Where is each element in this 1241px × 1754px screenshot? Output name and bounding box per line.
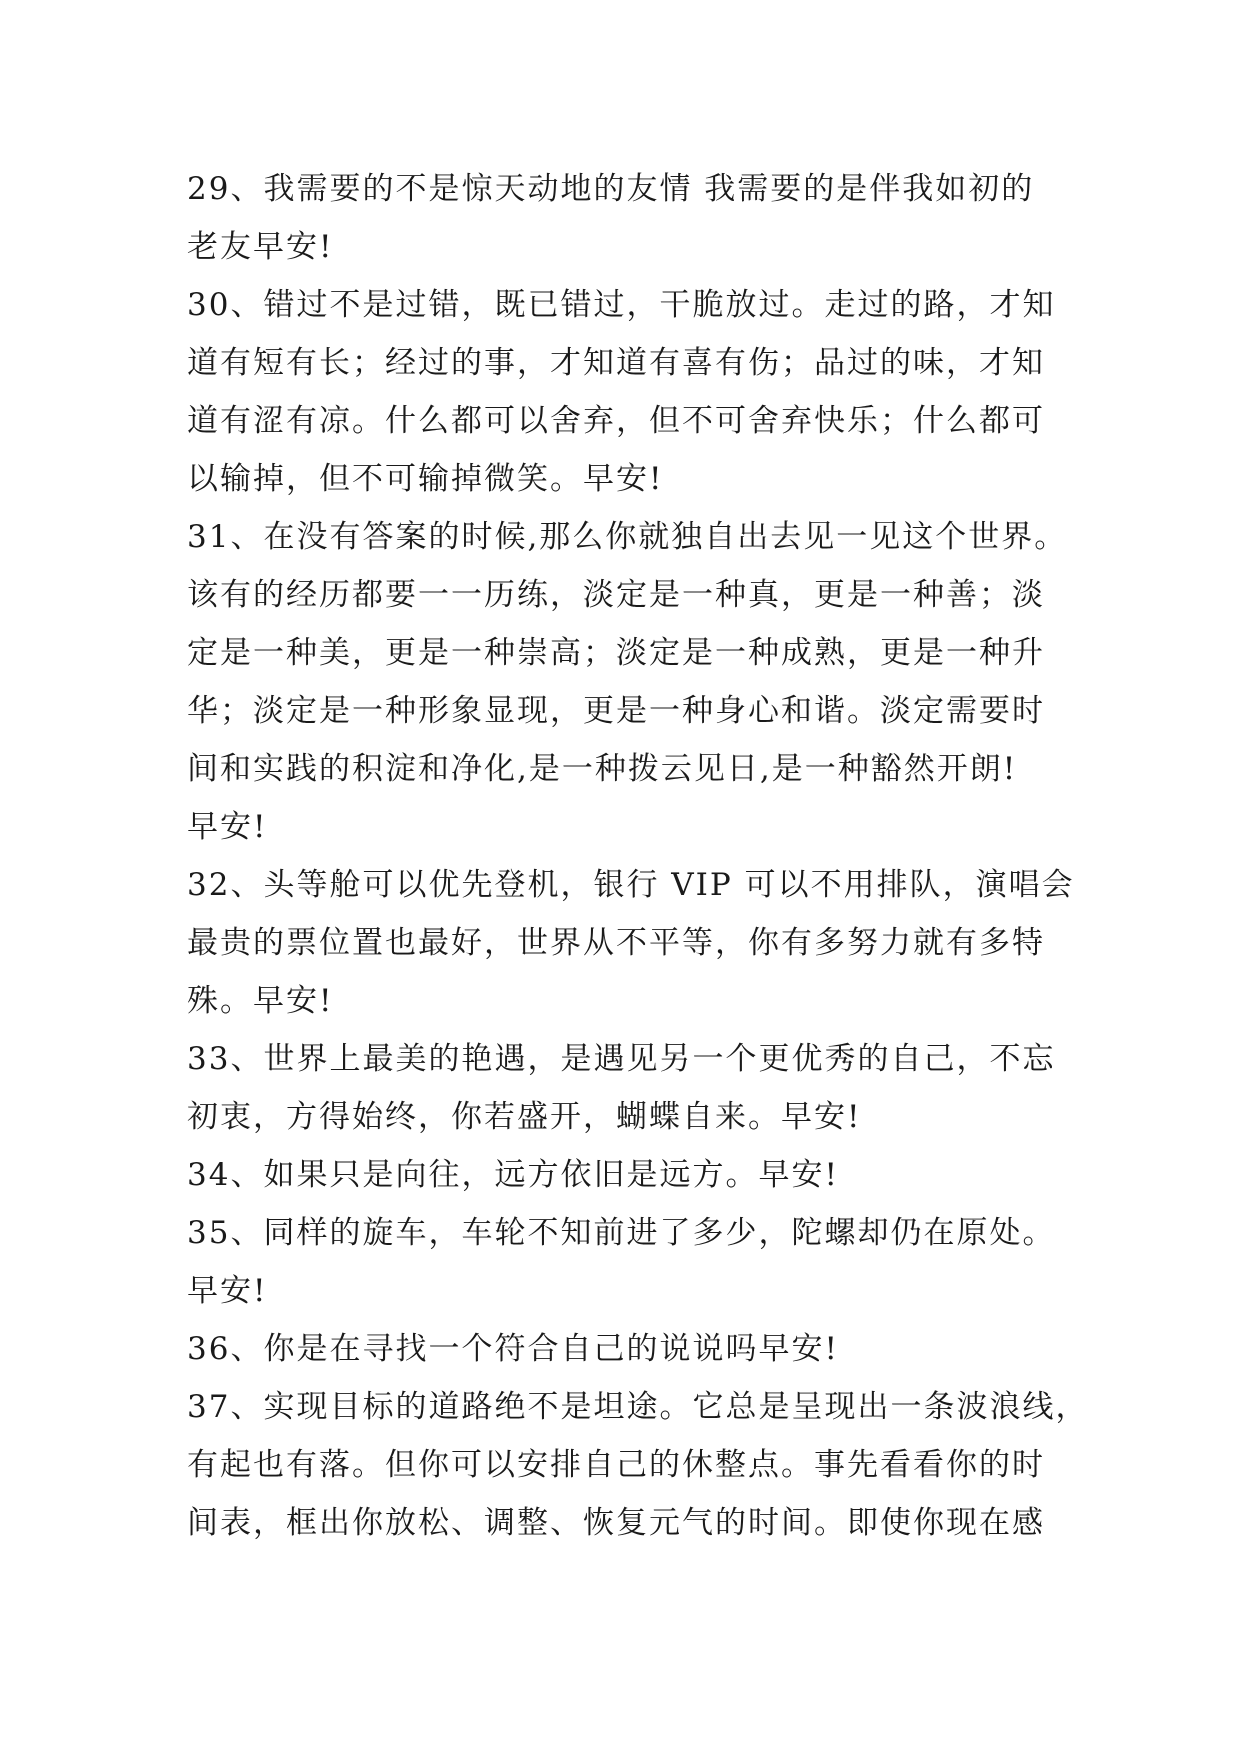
text-line: 最贵的票位置也最好，世界从不平等，你有多努力就有多特: [187, 925, 1045, 961]
text-line: 早安!: [187, 1273, 268, 1309]
text-line: 间表，框出你放松、调整、恢复元气的时间。即使你现在感: [187, 1505, 1045, 1541]
text-line: 29、我需要的不是惊天动地的友情 我需要的是伴我如初的: [187, 171, 1035, 207]
document-body: [187, 160, 1089, 1552]
text-line: 30、错过不是过错，既已错过，干脆放过。走过的路，才知: [187, 287, 1056, 323]
text-line: 有起也有落。但你可以安排自己的休整点。事先看看你的时: [187, 1447, 1045, 1483]
text-line: 37、实现目标的道路绝不是坦途。它总是呈现出一条波浪线，: [187, 1389, 1089, 1425]
text-line: 34、如果只是向往，远方依旧是远方。早安!: [187, 1157, 839, 1193]
text-line: 33、世界上最美的艳遇，是遇见另一个更优秀的自己，不忘: [187, 1041, 1056, 1077]
text-line: 36、你是在寻找一个符合自己的说说吗早安!: [187, 1331, 839, 1367]
text-line: 间和实践的积淀和净化,是一种拨云见日,是一种豁然开朗!: [187, 751, 1018, 787]
text-line: 道有涩有凉。什么都可以舍弃，但不可舍弃快乐；什么都可: [187, 403, 1045, 439]
text-line: 殊。早安!: [187, 983, 334, 1019]
text-line: 31、在没有答案的时候,那么你就独自出去见一见这个世界。: [187, 519, 1068, 555]
text-line: 华；淡定是一种形象显现，更是一种身心和谐。淡定需要时: [187, 693, 1045, 729]
text-line: 早安!: [187, 809, 268, 845]
text-line: 定是一种美，更是一种崇高；淡定是一种成熟，更是一种升: [187, 635, 1045, 671]
text-line: 初衷，方得始终，你若盛开，蝴蝶自来。早安!: [187, 1099, 862, 1135]
text-line: 35、同样的旋车，车轮不知前进了多少，陀螺却仍在原处。: [187, 1215, 1056, 1251]
text-line: 道有短有长；经过的事，才知道有喜有伤；品过的味，才知: [187, 345, 1045, 381]
text-line: 该有的经历都要一一历练，淡定是一种真，更是一种善；淡: [187, 577, 1045, 613]
text-line: 以输掉，但不可输掉微笑。早安!: [187, 461, 664, 497]
text-line: 老友早安!: [187, 229, 334, 265]
text-line: 32、头等舱可以优先登机，银行 VIP 可以不用排队，演唱会: [187, 867, 1075, 903]
